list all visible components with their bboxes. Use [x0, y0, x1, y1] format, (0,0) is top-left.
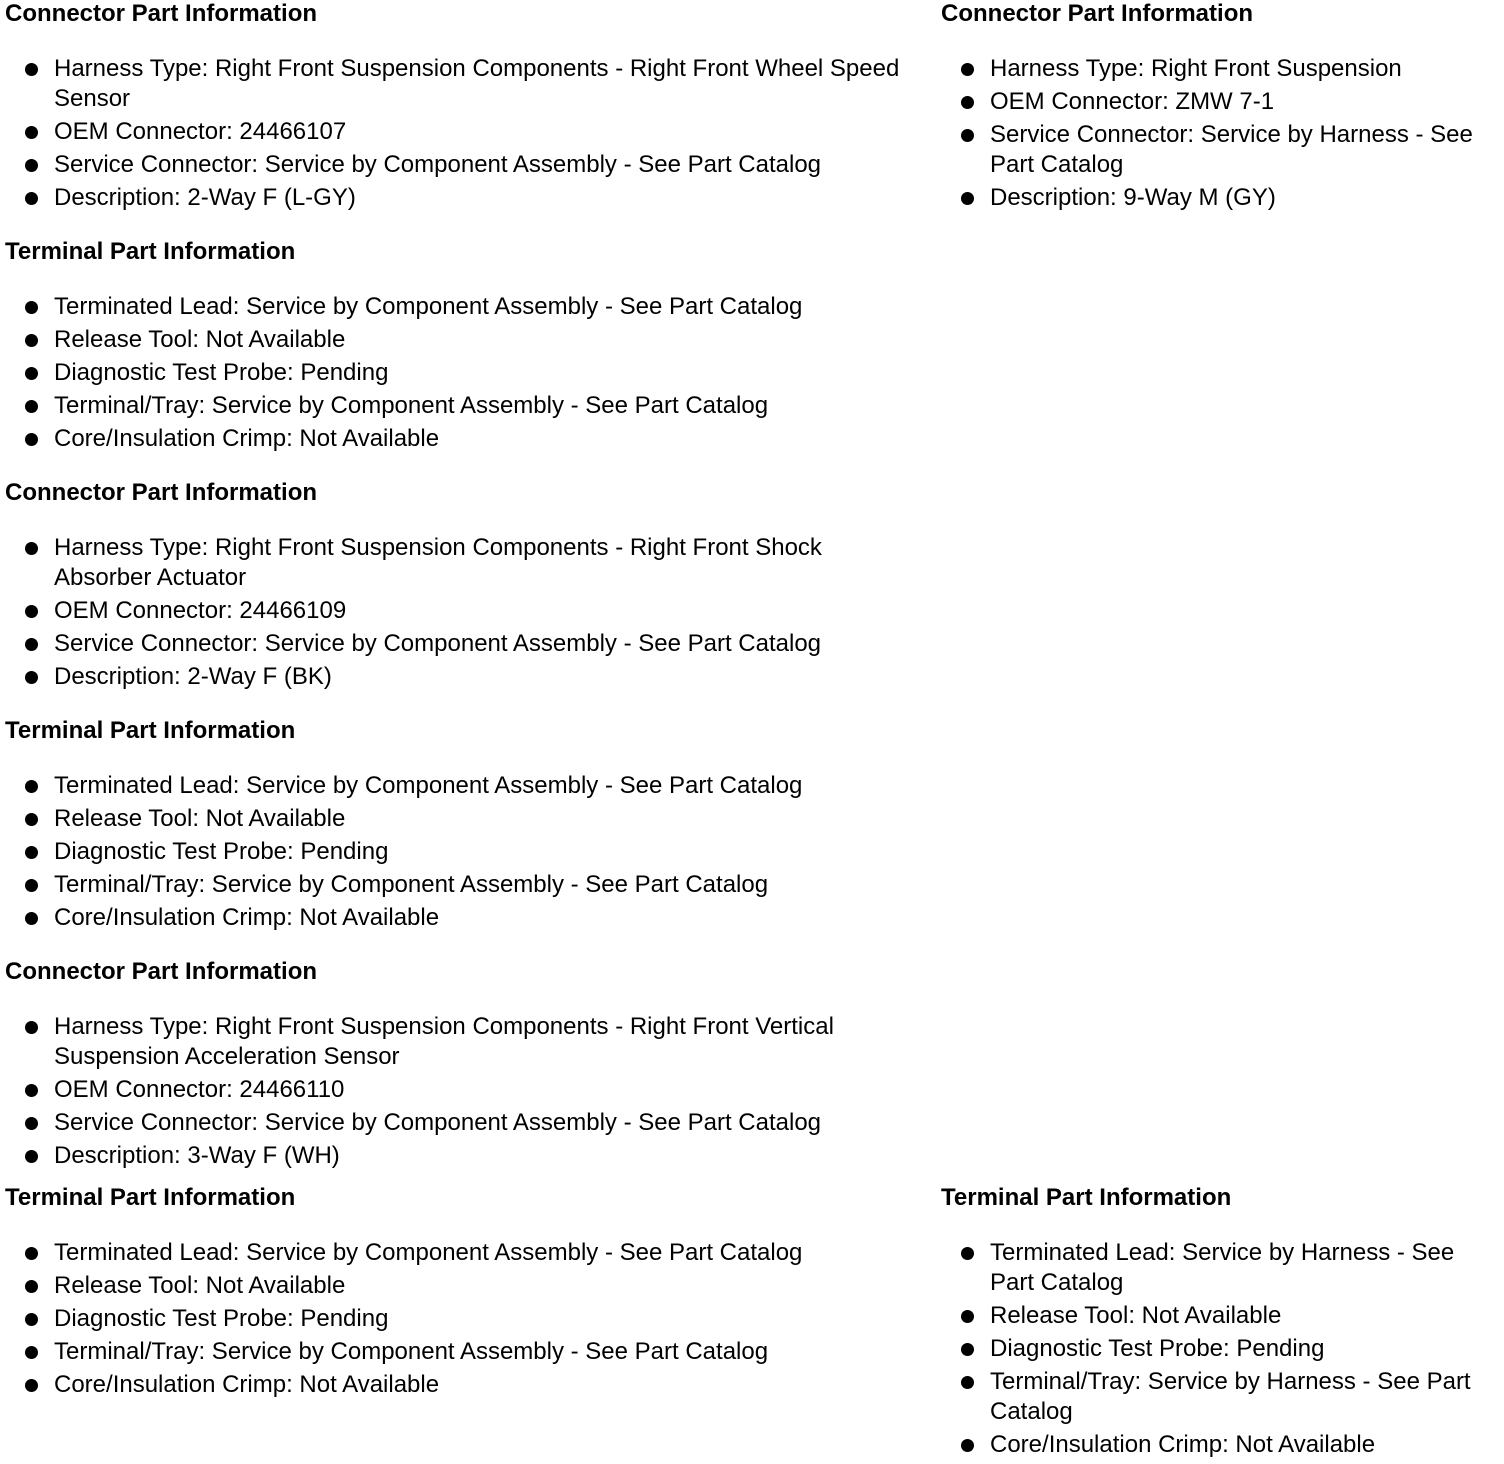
item-text: Terminated Lead: Service by Component Assembly - See Part Catalog — [54, 293, 803, 320]
terminal-info-1 — [5, 238, 905, 457]
list-item — [941, 87, 1501, 117]
list-item — [5, 1337, 905, 1367]
bullet-icon — [25, 671, 38, 684]
bullet-icon — [25, 1117, 38, 1130]
list-item — [5, 117, 905, 147]
bullet-icon — [25, 334, 38, 347]
list-item — [941, 54, 1501, 84]
item-text: Terminal/Tray: Service by Component Assembly - See Part Catalog — [54, 392, 769, 419]
item-text: Release Tool: Not Available — [54, 805, 346, 832]
list-item — [5, 596, 905, 626]
list-item — [941, 120, 1501, 180]
list-item — [941, 1301, 1501, 1331]
info-list — [5, 54, 905, 213]
bullet-icon — [25, 159, 38, 172]
info-list — [941, 1238, 1501, 1460]
item-text: Description: 2-Way F (BK) — [54, 663, 332, 690]
item-text: Release Tool: Not Available — [54, 326, 346, 353]
list-item — [941, 183, 1501, 213]
item-text: Description: 2-Way F (L-GY) — [54, 184, 356, 211]
list-item — [5, 771, 905, 801]
list-item — [5, 903, 905, 933]
bullet-icon — [961, 1247, 974, 1260]
list-item — [5, 1012, 905, 1072]
list-item — [941, 1430, 1501, 1460]
list-item — [5, 662, 905, 692]
item-text: OEM Connector: ZMW 7-1 — [990, 88, 1275, 115]
bullet-icon — [25, 1021, 38, 1034]
item-text: Terminal/Tray: Service by Component Assembly - See Part Catalog — [54, 1338, 769, 1365]
bullet-icon — [25, 780, 38, 793]
connector-info-shock-absorber-actuator — [5, 479, 905, 695]
info-list — [5, 1238, 905, 1400]
section-title: Connector Part Information — [941, 0, 1254, 27]
item-text: Diagnostic Test Probe: Pending — [54, 1305, 389, 1332]
bullet-icon — [961, 63, 974, 76]
list-item — [5, 1141, 905, 1171]
connector-info-right-front-suspension — [941, 0, 1501, 216]
list-item — [5, 533, 905, 593]
section-title: Terminal Part Information — [5, 717, 296, 744]
item-text: Terminated Lead: Service by Component Assembly - See Part Catalog — [54, 772, 803, 799]
bullet-icon — [25, 1084, 38, 1097]
list-item — [5, 629, 905, 659]
bullet-icon — [961, 1343, 974, 1356]
info-list — [5, 533, 905, 692]
bullet-icon — [25, 192, 38, 205]
list-item — [5, 1304, 905, 1334]
list-item — [5, 150, 905, 180]
bullet-icon — [961, 1439, 974, 1452]
section-title: Connector Part Information — [5, 958, 318, 985]
bullet-icon — [25, 433, 38, 446]
bullet-icon — [961, 96, 974, 109]
bullet-icon — [25, 912, 38, 925]
item-text: Harness Type: Right Front Suspension Components - Right Front Shock Absorber Actuator — [54, 534, 822, 591]
item-text: OEM Connector: 24466109 — [54, 597, 347, 624]
info-list — [5, 292, 905, 454]
bullet-icon — [25, 1313, 38, 1326]
item-text: Description: 9-Way M (GY) — [990, 184, 1276, 211]
bullet-icon — [25, 1346, 38, 1359]
list-item — [5, 358, 905, 388]
list-item — [5, 1271, 905, 1301]
bullet-icon — [25, 400, 38, 413]
bullet-icon — [961, 1310, 974, 1323]
list-item — [5, 183, 905, 213]
info-list — [941, 54, 1501, 213]
terminal-info-2 — [5, 717, 905, 936]
item-text: Core/Insulation Crimp: Not Available — [54, 904, 440, 931]
bullet-icon — [25, 542, 38, 555]
connector-info-vertical-acceleration-sensor — [5, 958, 905, 1174]
item-text: Terminated Lead: Service by Component Assembly - See Part Catalog — [54, 1239, 803, 1266]
item-text: OEM Connector: 24466110 — [54, 1076, 345, 1103]
list-item — [5, 54, 905, 114]
section-title: Connector Part Information — [5, 479, 318, 506]
list-item — [5, 804, 905, 834]
list-item — [5, 1108, 905, 1138]
list-item — [5, 424, 905, 454]
bullet-icon — [25, 367, 38, 380]
item-text: Core/Insulation Crimp: Not Available — [54, 425, 440, 452]
bullet-icon — [25, 879, 38, 892]
item-text: Terminated Lead: Service by Harness - See Part Catalog — [990, 1239, 1455, 1296]
item-text: Core/Insulation Crimp: Not Available — [990, 1431, 1376, 1458]
item-text: Release Tool: Not Available — [990, 1302, 1282, 1329]
item-text: Harness Type: Right Front Suspension — [990, 55, 1402, 82]
item-text: OEM Connector: 24466107 — [54, 118, 347, 145]
item-text: Diagnostic Test Probe: Pending — [990, 1335, 1325, 1362]
item-text: Service Connector: Service by Component Assembly - See Part Catalog — [54, 630, 822, 657]
section-title: Terminal Part Information — [5, 238, 296, 265]
bullet-icon — [961, 1376, 974, 1389]
info-list — [5, 1012, 905, 1171]
list-item — [5, 870, 905, 900]
item-text: Diagnostic Test Probe: Pending — [54, 838, 389, 865]
item-text: Harness Type: Right Front Suspension Components - Right Front Wheel Speed Sensor — [54, 55, 900, 112]
item-text: Diagnostic Test Probe: Pending — [54, 359, 389, 386]
section-title: Connector Part Information — [5, 0, 318, 27]
list-item — [941, 1367, 1501, 1427]
bullet-icon — [25, 301, 38, 314]
item-text: Release Tool: Not Available — [54, 1272, 346, 1299]
connector-info-wheel-speed-sensor — [5, 0, 905, 216]
bullet-icon — [25, 605, 38, 618]
item-text: Harness Type: Right Front Suspension Components - Right Front Vertical Suspension Acceleration Sensor — [54, 1013, 834, 1070]
item-text: Core/Insulation Crimp: Not Available — [54, 1371, 440, 1398]
terminal-info-right-front-suspension — [941, 1184, 1501, 1463]
item-text: Service Connector: Service by Component Assembly - See Part Catalog — [54, 151, 822, 178]
list-item — [5, 292, 905, 322]
bullet-icon — [25, 63, 38, 76]
list-item — [5, 1238, 905, 1268]
terminal-info-3 — [5, 1184, 905, 1403]
item-text: Description: 3-Way F (WH) — [54, 1142, 340, 1169]
list-item — [5, 325, 905, 355]
list-item — [941, 1238, 1501, 1298]
item-text: Service Connector: Service by Harness - See Part Catalog — [990, 121, 1473, 178]
bullet-icon — [25, 1247, 38, 1260]
list-item — [5, 837, 905, 867]
bullet-icon — [25, 1379, 38, 1392]
item-text: Terminal/Tray: Service by Harness - See Part Catalog — [990, 1368, 1471, 1425]
section-title: Terminal Part Information — [941, 1184, 1232, 1211]
bullet-icon — [25, 1280, 38, 1293]
bullet-icon — [961, 129, 974, 142]
bullet-icon — [25, 1150, 38, 1163]
list-item — [5, 1370, 905, 1400]
list-item — [941, 1334, 1501, 1364]
bullet-icon — [25, 126, 38, 139]
bullet-icon — [25, 846, 38, 859]
list-item — [5, 1075, 905, 1105]
section-title: Terminal Part Information — [5, 1184, 296, 1211]
list-item — [5, 391, 905, 421]
bullet-icon — [961, 192, 974, 205]
item-text: Service Connector: Service by Component Assembly - See Part Catalog — [54, 1109, 822, 1136]
info-list — [5, 771, 905, 933]
bullet-icon — [25, 638, 38, 651]
bullet-icon — [25, 813, 38, 826]
item-text: Terminal/Tray: Service by Component Assembly - See Part Catalog — [54, 871, 769, 898]
